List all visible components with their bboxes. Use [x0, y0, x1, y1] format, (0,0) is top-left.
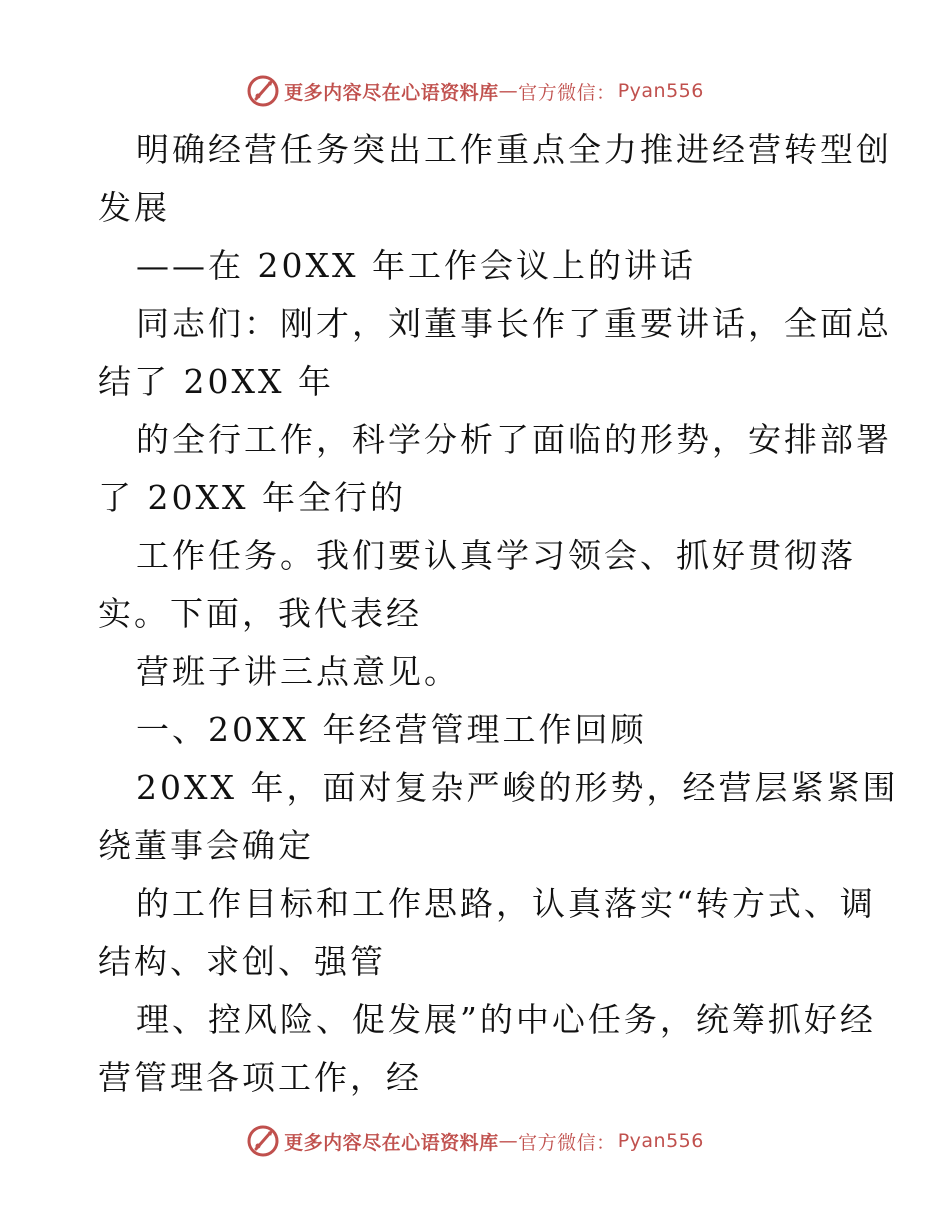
- title-line-1: 明确经营任务突出工作重点全力推进经营转型创: [136, 130, 892, 169]
- watermark-main-text: 更多内容尽在心语资料库: [284, 81, 499, 104]
- quill-seal-icon: [246, 1124, 280, 1158]
- section-heading: 一、20XX 年经营管理工作回顾: [136, 710, 647, 749]
- paragraph-line: 20XX 年，面对复杂严峻的形势，经营层紧紧围: [136, 768, 899, 807]
- paragraph-line: 营管理各项工作，经: [98, 1058, 422, 1097]
- paragraph-line: 绕董事会确定: [98, 826, 314, 865]
- paragraph-line: 实。下面，我代表经: [98, 594, 422, 633]
- watermark-footer: [0, 1121, 950, 1161]
- paragraph-line: 理、控风险、促发展”的中心任务，统筹抓好经: [136, 1000, 876, 1039]
- paragraph-line: 同志们：刚才，刘董事长作了重要讲话，全面总: [136, 304, 892, 343]
- watermark-separator: —: [498, 1130, 519, 1152]
- subtitle-line: ——在 20XX 年工作会议上的讲话: [136, 246, 696, 285]
- title-line-2: 发展: [98, 188, 170, 227]
- paragraph-line: 营班子讲三点意见。: [136, 652, 460, 691]
- paragraph-line: 的全行工作，科学分析了面临的形势，安排部署: [136, 420, 892, 459]
- paragraph-line: 结构、求创、强管: [98, 942, 386, 981]
- paragraph-line: 工作任务。我们要认真学习领会、抓好贯彻落: [136, 536, 856, 575]
- watermark-main-text: 更多内容尽在心语资料库: [284, 1131, 499, 1154]
- watermark-wechat-id: Pyan556: [617, 80, 704, 102]
- watermark-header: [0, 71, 950, 111]
- quill-seal-icon: [246, 74, 280, 108]
- watermark-wechat-label: 官方微信：: [518, 1131, 616, 1154]
- watermark-separator: —: [498, 80, 519, 102]
- watermark-wechat-label: 官方微信：: [518, 81, 616, 104]
- watermark-wechat-id: Pyan556: [617, 1130, 704, 1152]
- paragraph-line: 结了 20XX 年: [98, 362, 334, 401]
- paragraph-line: 的工作目标和工作思路，认真落实“转方式、调: [136, 884, 876, 923]
- paragraph-line: 了 20XX 年全行的: [98, 478, 406, 517]
- document-body: [98, 121, 899, 1107]
